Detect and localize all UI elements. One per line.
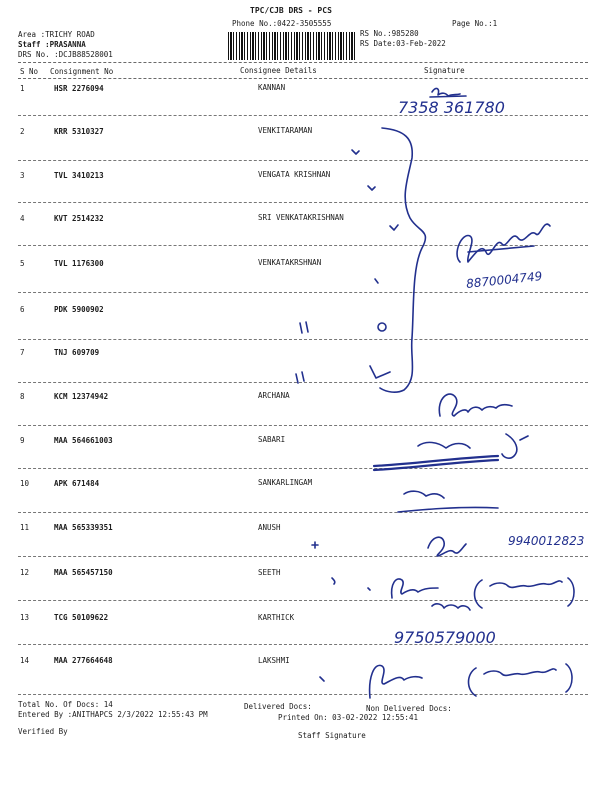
row-sno: 7 [20,348,25,357]
row-divider [18,468,588,469]
row-divider [18,292,588,293]
header-divider-bottom [18,78,588,79]
col-sno: S No [20,67,39,76]
document-title: TPC/CJB DRS - PCS [250,6,332,15]
staff-label: Staff :PRASANNA [18,40,86,49]
row-divider [18,425,588,426]
row-divider [18,202,588,203]
row-consignment: KCM 12374942 [54,392,109,401]
row-sno: 4 [20,214,25,223]
row-divider [18,339,588,340]
row-consignment: HSR 2276094 [54,84,104,93]
row-consignment: MAA 565457150 [54,568,113,577]
total-docs: Total No. Of Docs: 14 [18,700,113,709]
table-row [0,650,600,694]
row-consignee: LAKSHMI [258,656,290,665]
row-consignee: KANNAN [258,83,286,92]
row-sno: 12 [20,568,30,577]
row-consignment: APK 671484 [54,479,100,488]
row-sno: 11 [20,523,30,532]
row-consignee: ANUSH [258,523,281,532]
row-consignment: PDK 5900902 [54,305,104,314]
row-consignee: KARTHICK [258,613,295,622]
page-number: Page No.:1 [452,19,498,28]
row-consignee: SRI VENKATAKRISHNAN [258,213,344,222]
table-row [0,300,600,344]
row-sno: 13 [20,613,30,622]
phone-number: Phone No.:0422-3505555 [232,19,332,28]
row-sno: 5 [20,259,25,268]
row-divider [18,556,588,557]
table-row [0,210,600,254]
row-divider [18,600,588,601]
row-sno: 14 [20,656,30,665]
row-divider [18,694,588,695]
row-divider [18,245,588,246]
row-consignment: TNJ 609709 [54,348,100,357]
row-consignment: KVT 2514232 [54,214,104,223]
barcode [228,32,356,60]
handwritten-phone-4: 9750579000 [394,628,496,647]
col-consignee: Consignee Details [240,66,317,75]
verified-by: Verified By [18,727,68,736]
rs-number: RS No.:985280 [360,29,419,38]
row-divider [18,160,588,161]
row-divider [18,644,588,645]
non-delivered-docs: Non Delivered Docs: [366,704,452,713]
delivered-docs: Delivered Docs: [244,702,312,711]
row-consignee: VENGATA KRISHNAN [258,170,331,179]
row-consignment: TCG 50109622 [54,613,109,622]
printed-on: Printed On: 03-02-2022 12:55:41 [278,713,418,722]
col-consignment: Consignment No [50,67,114,76]
row-consignee: VENKATAKRSHNAN [258,258,322,267]
row-consignment: MAA 277664648 [54,656,113,665]
row-sno: 6 [20,305,25,314]
area-label: Area :TRICHY ROAD [18,30,95,39]
entered-by: Entered By :ANITHAPCS 2/3/2022 12:55:43 PM [18,710,208,719]
row-consignment: MAA 565339351 [54,523,113,532]
row-sno: 3 [20,171,25,180]
rs-date: RS Date:03-Feb-2022 [360,39,446,48]
handwritten-phone-1: 7358 361780 [398,98,505,117]
row-divider [18,512,588,513]
row-sno: 8 [20,392,25,401]
handwritten-phone-2: 8870004749 [465,269,543,291]
row-consignee: SABARI [258,435,286,444]
header-divider-top [18,62,588,63]
handwritten-phone-3: 9940012823 [508,534,585,548]
table-row [0,80,600,124]
col-signature: Signature [424,66,465,75]
row-sno: 10 [20,479,30,488]
row-consignee: ARCHANA [258,391,290,400]
table-row [0,167,600,211]
row-sno: 9 [20,436,25,445]
row-consignee: SEETH [258,568,281,577]
row-consignee: SANKARLINGAM [258,478,313,487]
drs-number: DRS No. :DCJB88528001 [18,50,113,59]
row-consignment: TVL 3410213 [54,171,104,180]
row-sno: 2 [20,127,25,136]
row-sno: 1 [20,84,25,93]
row-consignee: VENKITARAMAN [258,126,313,135]
row-consignment: MAA 564661003 [54,436,113,445]
staff-signature-label: Staff Signature [298,731,366,740]
row-divider [18,382,588,383]
row-consignment: TVL 1176300 [54,259,104,268]
row-consignment: KRR 5310327 [54,127,104,136]
